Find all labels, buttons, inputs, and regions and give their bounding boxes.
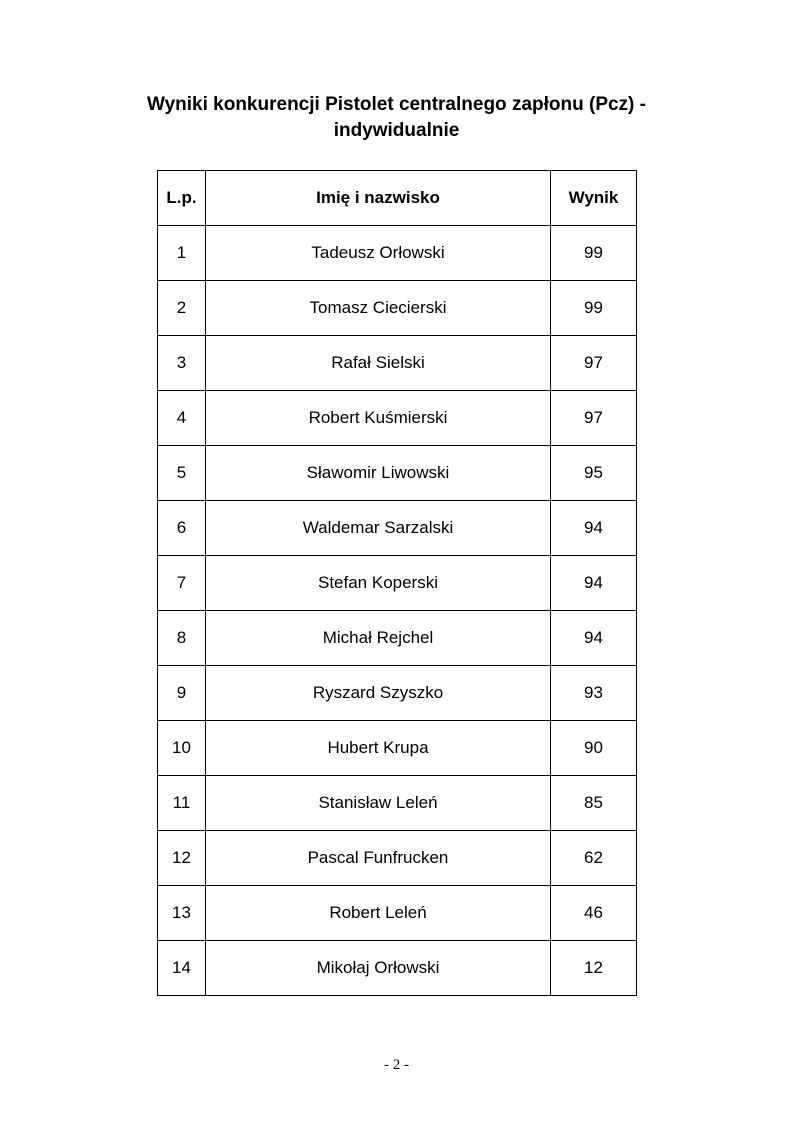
cell-score: 99	[551, 226, 637, 281]
cell-name: Robert Leleń	[206, 886, 551, 941]
cell-name: Pascal Funfrucken	[206, 831, 551, 886]
table-row	[158, 831, 637, 886]
cell-score: 94	[551, 501, 637, 556]
title-line-2: indywidualnie	[333, 120, 460, 141]
cell-lp: 14	[158, 941, 206, 996]
cell-lp: 4	[158, 391, 206, 446]
table-header-row	[158, 171, 637, 226]
cell-score: 90	[551, 721, 637, 776]
cell-score: 97	[551, 391, 637, 446]
cell-score: 94	[551, 611, 637, 666]
cell-score: 95	[551, 446, 637, 501]
cell-name: Tomasz Ciecierski	[206, 281, 551, 336]
cell-name: Hubert Krupa	[206, 721, 551, 776]
table-row	[158, 281, 637, 336]
cell-lp: 8	[158, 611, 206, 666]
cell-score: 46	[551, 886, 637, 941]
cell-name: Rafał Sielski	[206, 336, 551, 391]
table-row	[158, 391, 637, 446]
cell-name: Stefan Koperski	[206, 556, 551, 611]
table-row	[158, 226, 637, 281]
cell-name: Ryszard Szyszko	[206, 666, 551, 721]
cell-score: 93	[551, 666, 637, 721]
header-lp: L.p.	[158, 171, 206, 226]
cell-score: 62	[551, 831, 637, 886]
header-score: Wynik	[551, 171, 637, 226]
cell-score: 99	[551, 281, 637, 336]
table-row	[158, 336, 637, 391]
table-row	[158, 721, 637, 776]
cell-lp: 13	[158, 886, 206, 941]
cell-lp: 9	[158, 666, 206, 721]
header-name: Imię i nazwisko	[206, 171, 551, 226]
cell-name: Sławomir Liwowski	[206, 446, 551, 501]
cell-score: 85	[551, 776, 637, 831]
results-table	[157, 170, 637, 996]
cell-name: Stanisław Leleń	[206, 776, 551, 831]
table-row	[158, 941, 637, 996]
table-row	[158, 446, 637, 501]
cell-lp: 1	[158, 226, 206, 281]
table-row	[158, 611, 637, 666]
table-row	[158, 776, 637, 831]
cell-lp: 6	[158, 501, 206, 556]
table-row	[158, 886, 637, 941]
cell-name: Michał Rejchel	[206, 611, 551, 666]
cell-lp: 11	[158, 776, 206, 831]
cell-lp: 10	[158, 721, 206, 776]
page-number: - 2 -	[384, 1057, 409, 1073]
cell-name: Waldemar Sarzalski	[206, 501, 551, 556]
table-row	[158, 556, 637, 611]
cell-lp: 12	[158, 831, 206, 886]
cell-lp: 5	[158, 446, 206, 501]
cell-score: 94	[551, 556, 637, 611]
table-row	[158, 501, 637, 556]
cell-score: 12	[551, 941, 637, 996]
cell-lp: 7	[158, 556, 206, 611]
title-line-1: Wyniki konkurencji Pistolet centralnego zapłonu (Pcz) -	[146, 94, 646, 115]
cell-score: 97	[551, 336, 637, 391]
cell-lp: 2	[158, 281, 206, 336]
cell-lp: 3	[158, 336, 206, 391]
cell-name: Robert Kuśmierski	[206, 391, 551, 446]
cell-name: Tadeusz Orłowski	[206, 226, 551, 281]
page-title	[0, 92, 793, 144]
table-row	[158, 666, 637, 721]
cell-name: Mikołaj Orłowski	[206, 941, 551, 996]
